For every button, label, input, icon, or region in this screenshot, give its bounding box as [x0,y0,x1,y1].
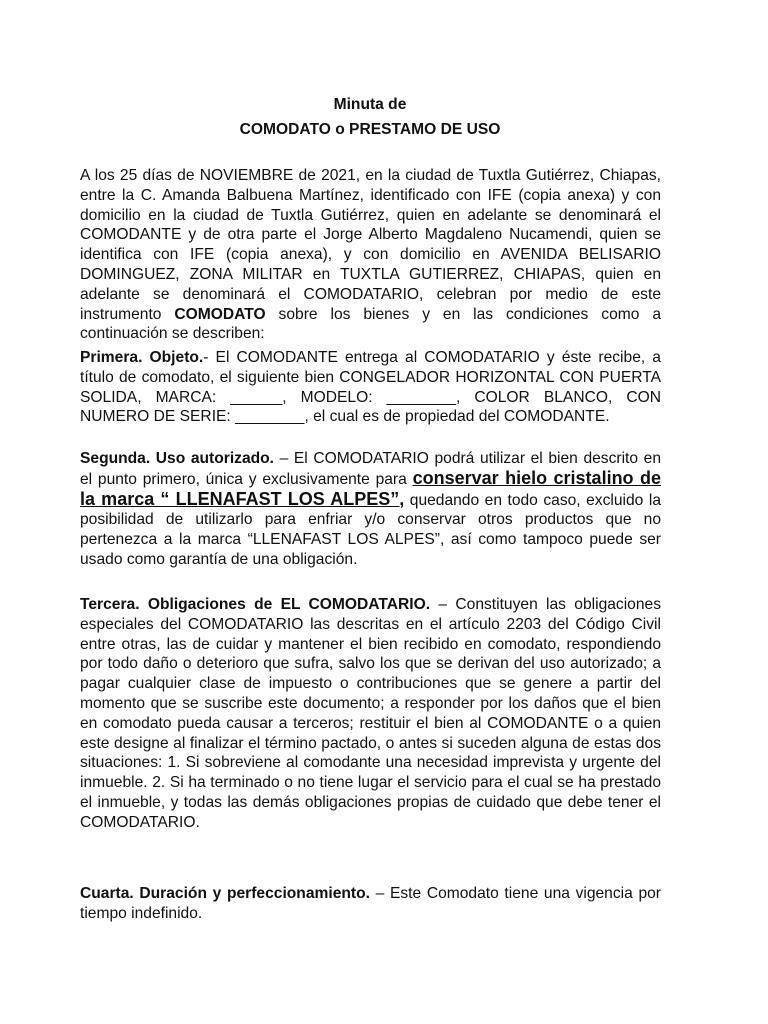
clause-primera-text: - El COMODANTE entrega al COMODATARIO y éste recibe, a título de comodato, el siguiente bien CONGELADOR HORIZONTAL CON PUERTA SOLIDA, MARCA: ______, MODELO: ________, COLOR BLANCO, CON NUMERO DE SERIE: ________, el cual es de propiedad del COMODANTE. [80,349,661,426]
clause-segunda-text-1: – El COMODATARIO podrá utilizar el bien descrito en el punto primero, única y exclusivamente para [80,450,661,488]
clause-tercera-text: – Constituyen las obligaciones especiales del COMODATARIO las descritas en el artículo 2203 del Código Civil entre otras, las de cuidar y mantener el bien recibido en comodato, respondiendo por todo daño o deterioro que sufra, salvo los que se derivan del uso autorizado; a pagar cualquier clase de impuesto o contribuciones que se genere a partir del momento que se suscribe este documento; a responder por los daños que el bien en comodato pueda causar a terceros; restituir el bien al COMODANTE o a quien este designe al finalizar el término pactado, o antes si suceden alguna de estas dos situaciones: 1. Si sobreviene al comodante una necesidad imprevista y urgente del inmueble. 2. Si ha terminado o no tiene lugar el servicio para el cual se ha prestado el inmueble, y todas las demás obligaciones propias de cuidado que debe tener el COMODATARIO. [80,596,661,831]
intro-text-2: sobre los bienes y en las condiciones como a continuación se describen: [80,305,661,343]
clause-segunda-heading: Segunda. Uso autorizado. [80,450,275,467]
intro-paragraph [80,166,661,344]
title-line-2: COMODATO o PRESTAMO DE USO [239,121,501,138]
title-line-1: Minuta de [333,96,407,113]
intro-text-1: A los 25 días de NOVIEMBRE de 2021, en la ciudad de Tuxtla Gutiérrez, Chiapas, entre la C. Amanda Balbuena Martínez, identificado con IFE (copia anexa) y con domicilio en la ciudad de Tuxtla Gutiérrez, quien en adelante se denominará el COMODANTE y de otra parte el Jorge Alberto Magdaleno Nucamendi, quien se identifica con IFE (copia anexa), y con domicilio en AVENIDA BELISARIO DOMINGUEZ, ZONA MILITAR en TUXTLA GUTIERREZ, CHIAPAS, quien en adelante se denominará el COMODATARIO, celebran por medio de este instrumento [80,167,661,323]
clause-cuarta-text: – Este Comodato tiene una vigencia por tiempo indefinido. [80,885,661,922]
clause-segunda [80,449,661,570]
clause-tercera [80,595,661,833]
clause-cuarta-heading: Cuarta. Duración y perfeccionamiento. [80,885,370,902]
clause-segunda-text-2: quedando en todo caso, excluido la posibilidad de utilizarlo para enfriar y/o conservar otros productos que no pertenezca a la marca “LLENAFAST LOS ALPES”, así como tampoco puede ser usado como garantía de una obligación. [80,491,661,568]
clause-cuarta [80,884,661,924]
document-title [0,92,740,142]
clause-tercera-heading: Tercera. Obligaciones de EL COMODATARIO. [80,596,431,613]
clause-segunda-emphasis: conservar hielo cristalino de la marca “ LLENAFAST LOS ALPES”, [80,467,662,509]
intro-bold-term: COMODATO [174,305,266,323]
clause-primera [80,348,661,427]
clause-primera-heading: Primera. Objeto. [80,349,204,366]
